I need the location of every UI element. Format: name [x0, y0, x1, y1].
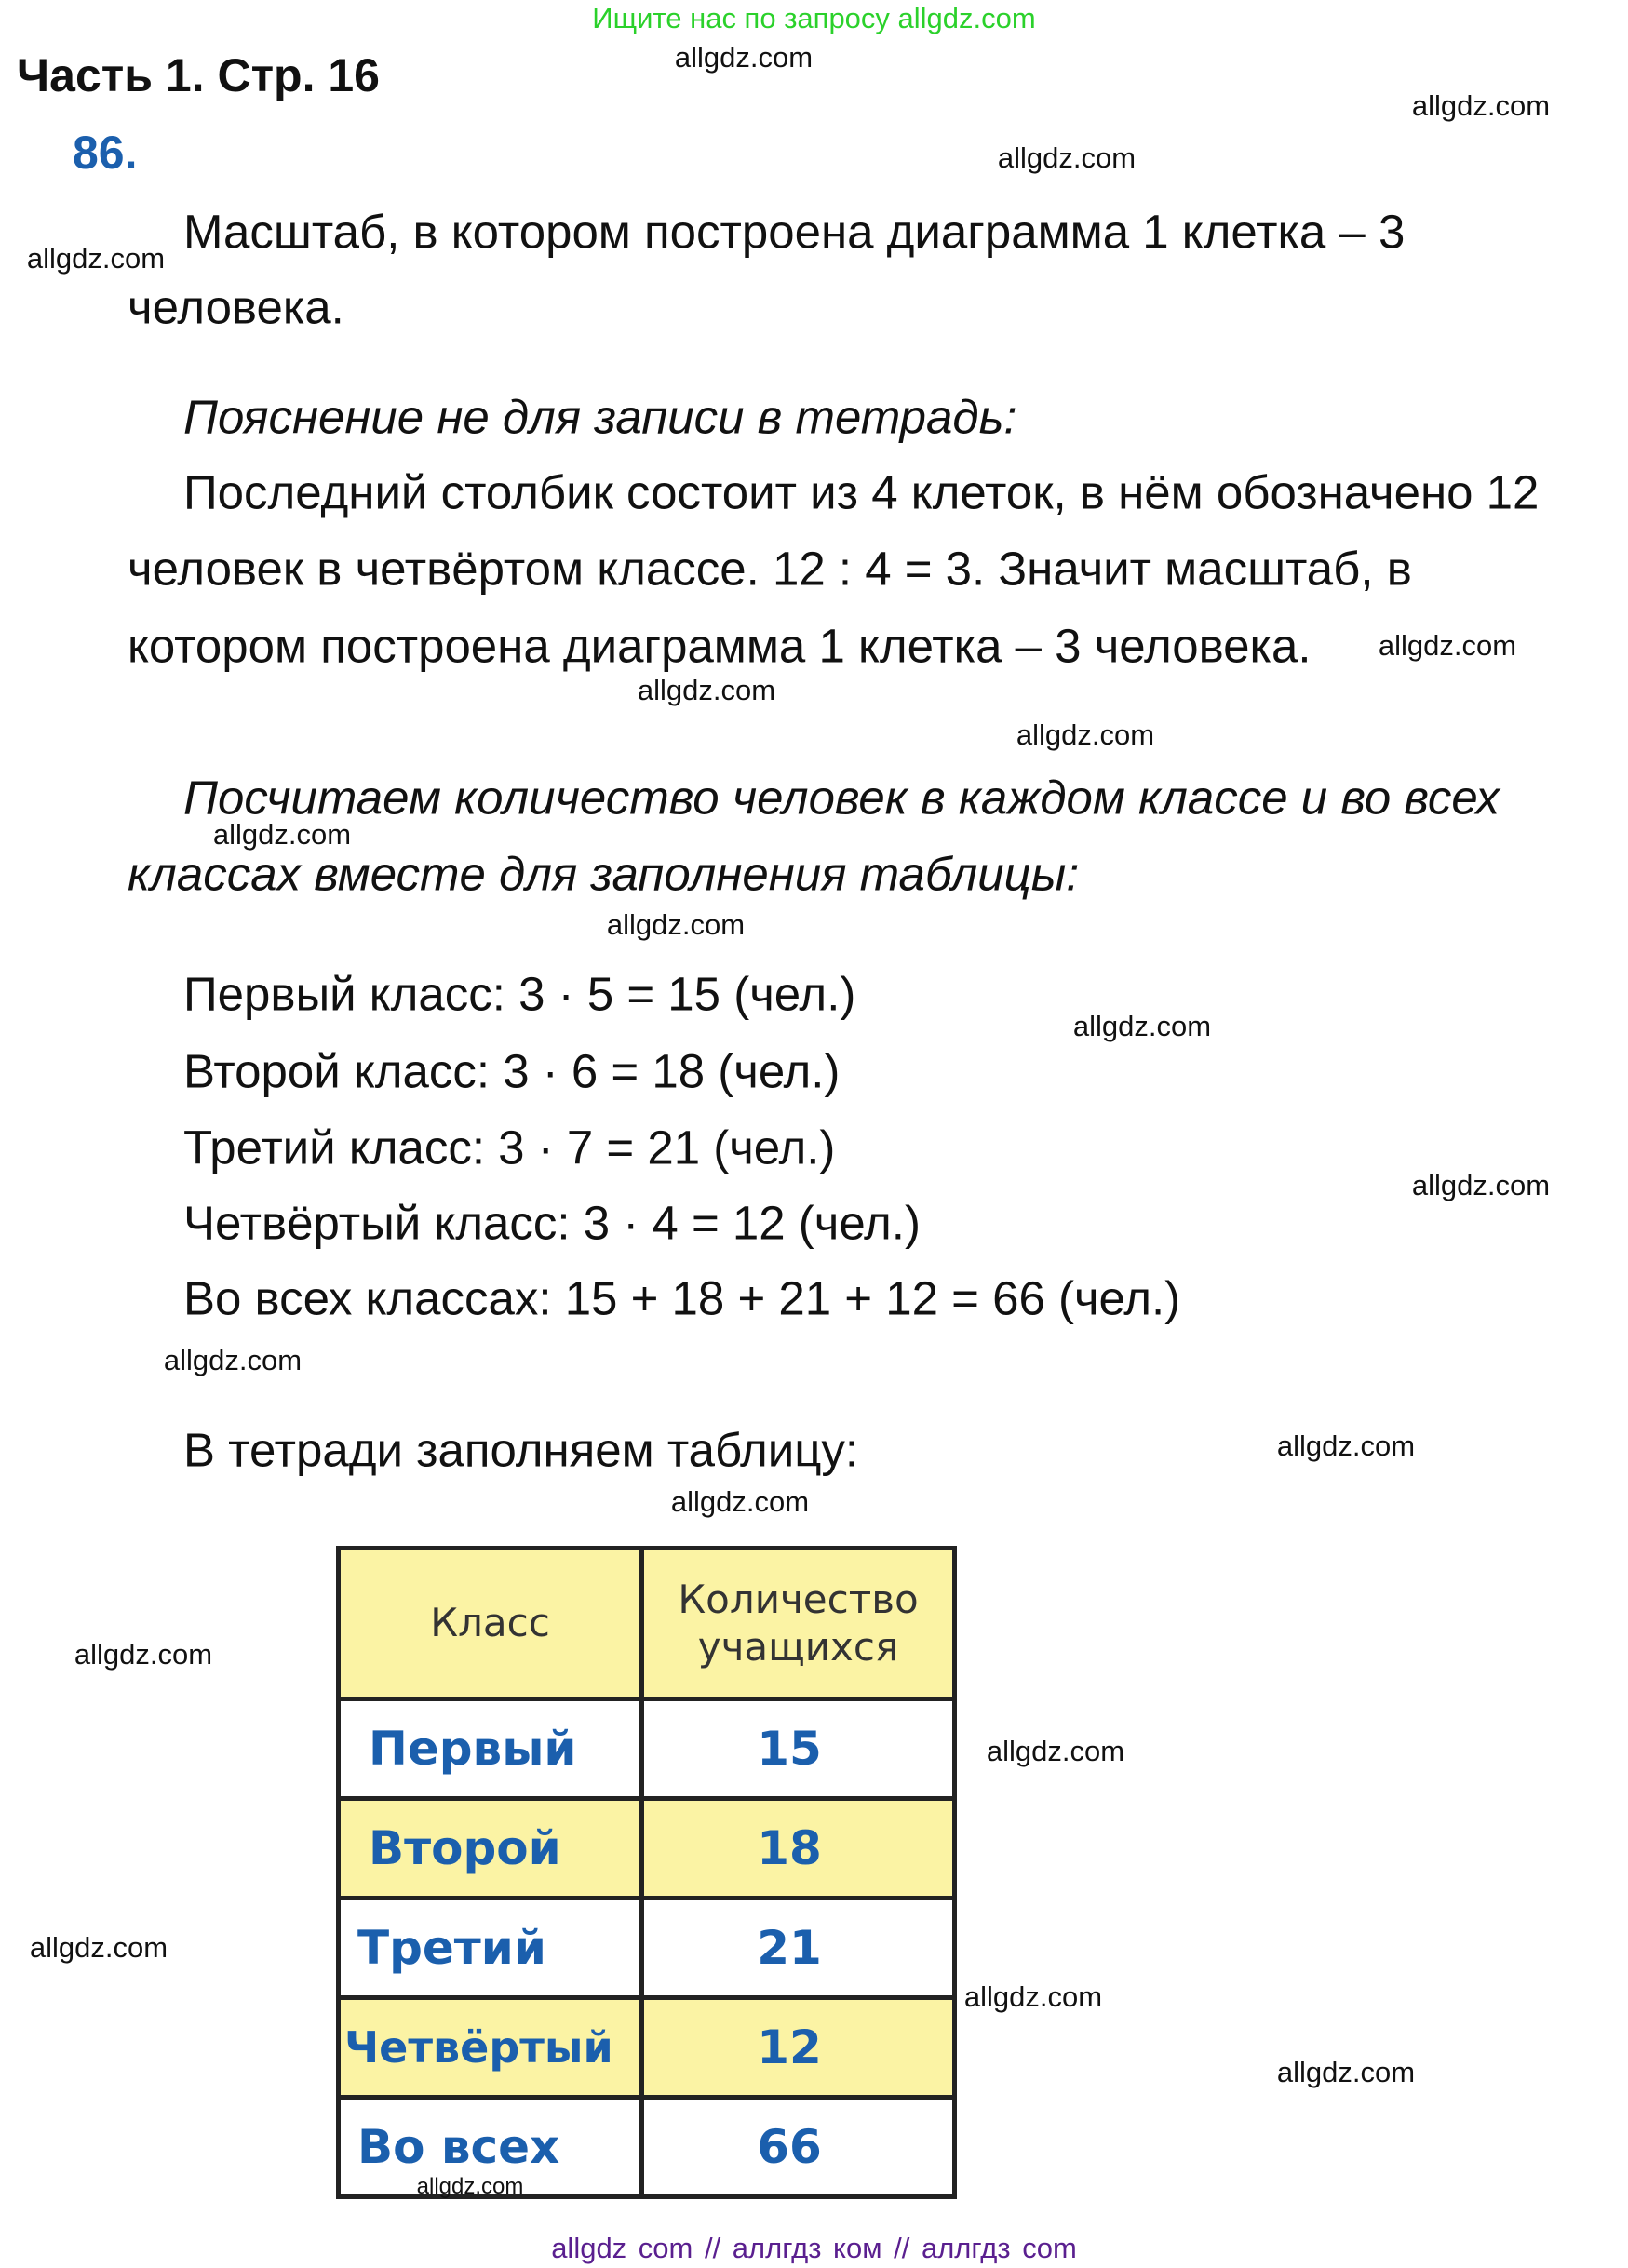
answer-line: человека.: [128, 280, 344, 334]
explanation-line: человек в четвёртом классе. 12 : 4 = 3. Значит масштаб, в: [128, 542, 1412, 596]
class-cell: Во всех: [339, 2098, 642, 2197]
watermark: allgdz.com: [674, 41, 814, 74]
watermark: allgdz.com: [963, 1980, 1103, 2013]
count-cell: 18: [642, 1799, 955, 1899]
header-class: Класс: [339, 1549, 642, 1699]
count-cell: 15: [642, 1699, 955, 1799]
table-row: [339, 1699, 955, 1799]
watermark: allgdz.com: [986, 1735, 1125, 1767]
search-banner[interactable]: Ищите нас по запросу allgdz.com: [592, 2, 1036, 34]
class-cell: Третий: [339, 1899, 642, 1998]
calculation-line: Второй класс: 3 · 6 = 18 (чел.): [183, 1044, 841, 1098]
watermark: allgdz.com: [26, 242, 166, 275]
table-intro: В тетради заполняем таблицу:: [183, 1423, 859, 1477]
watermark: allgdz.com: [1276, 1429, 1416, 1462]
table-header-row: [339, 1549, 955, 1699]
count-title: классах вместе для заполнения таблицы:: [128, 847, 1080, 901]
watermark: allgdz.com: [670, 1485, 810, 1518]
class-cell: Второй: [339, 1799, 642, 1899]
table-row: [339, 1799, 955, 1899]
watermark: allgdz.com: [1378, 629, 1517, 662]
watermark: allgdz.com: [1016, 718, 1155, 751]
class-cell: Первый: [339, 1699, 642, 1799]
watermark: allgdz.com: [212, 818, 352, 851]
calculation-line: Первый класс: 3 · 5 = 15 (чел.): [183, 967, 856, 1021]
count-cell: 21: [642, 1899, 955, 1998]
students-table: [336, 1546, 957, 2199]
watermark: allgdz.com: [606, 908, 746, 941]
table-row: [339, 1899, 955, 1998]
class-cell: Четвёртый: [339, 1998, 642, 2098]
watermark: allgdz.com: [74, 1638, 213, 1671]
footer-links[interactable]: allgdz com // аллгдз ком // аллгдз com: [551, 2232, 1077, 2264]
watermark: allgdz.com: [1072, 1010, 1212, 1042]
count-cell: 66: [642, 2098, 955, 2197]
explanation-title: Пояснение не для записи в тетрадь:: [183, 390, 1017, 444]
table-row: [339, 1998, 955, 2098]
exercise-number: 86.: [73, 127, 138, 179]
watermark: allgdz.com: [997, 141, 1137, 174]
watermark: allgdz.com: [416, 2174, 524, 2199]
count-cell: 12: [642, 1998, 955, 2098]
count-title: Посчитаем количество человек в каждом классе и во всех: [183, 771, 1500, 825]
watermark: allgdz.com: [1276, 2056, 1416, 2088]
watermark: allgdz.com: [1411, 1169, 1551, 1201]
header-count: Количество учащихся: [642, 1549, 955, 1699]
explanation-line: котором построена диаграмма 1 клетка – 3 человека.: [128, 619, 1312, 673]
page-title: Часть 1. Стр. 16: [17, 49, 380, 101]
calculation-line: Во всех классах: 15 + 18 + 21 + 12 = 66 (чел.): [183, 1271, 1181, 1325]
watermark: allgdz.com: [1411, 89, 1551, 122]
answer-line: Масштаб, в котором построена диаграмма 1 клетка – 3: [183, 205, 1406, 259]
calculation-line: Третий класс: 3 · 7 = 21 (чел.): [183, 1121, 836, 1174]
watermark: allgdz.com: [29, 1931, 168, 1964]
calculation-line: Четвёртый класс: 3 · 4 = 12 (чел.): [183, 1196, 921, 1250]
explanation-line: Последний столбик состоит из 4 клеток, в нём обозначено 12: [183, 465, 1540, 519]
watermark: allgdz.com: [163, 1344, 303, 1376]
watermark: allgdz.com: [637, 674, 776, 706]
